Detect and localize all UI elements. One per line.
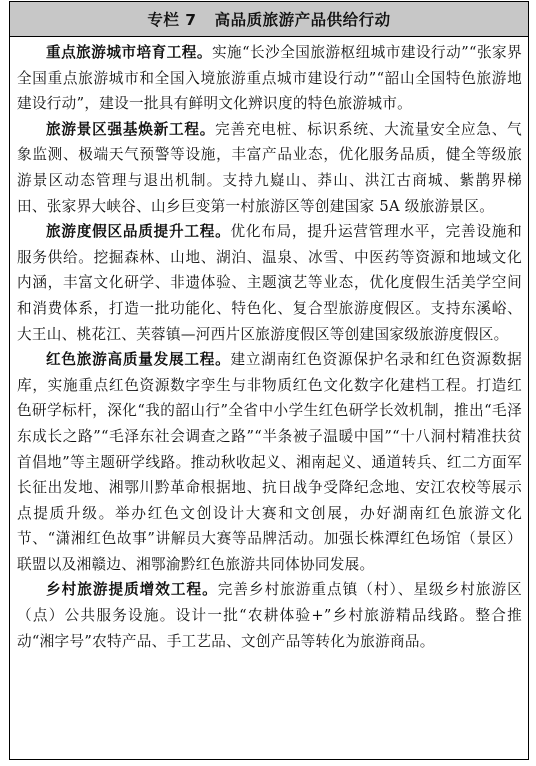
section-title: 旅游景区强基焕新工程。 bbox=[46, 120, 216, 138]
section-resort-quality bbox=[17, 219, 522, 347]
section-rural-tourism bbox=[17, 577, 522, 654]
section-red-tourism bbox=[17, 347, 522, 577]
column-header bbox=[10, 2, 528, 37]
section-text: 完善乡村旅游重点镇（村）、星级乡村旅游区（点）公共服务设施。设计一批“农耕体验+”乡村旅游精品线路。整合推动“湘字号”农特产品、手工艺品、文创产品等转化为旅游商品。 bbox=[17, 581, 522, 650]
section-title: 旅游度假区品质提升工程。 bbox=[46, 223, 231, 241]
column-box bbox=[9, 1, 529, 760]
section-title: 红色旅游高质量发展工程。 bbox=[46, 351, 231, 369]
column-label: 专栏 7 bbox=[147, 11, 197, 29]
section-text: 优化布局，提升运营管理水平，完善设施和服务供给。挖掘森林、山地、湖泊、温泉、冰雪、中医药等资源和地域文化内涵，丰富文化研学、非遗体验、主题演艺等业态，优化度假生活美学空间和消费体系，打造一批功能化、特色化、复合型旅游度假区。支持东溪峪、大王山、桃花江、芙蓉镇—河西片区旅游度假区等创建国家级旅游度假区。 bbox=[17, 223, 523, 343]
section-city-cultivation bbox=[17, 40, 522, 117]
section-title: 乡村旅游提质增效工程。 bbox=[46, 581, 218, 599]
section-text: 建立湖南红色资源保护名录和红色资源数据库，实施重点红色资源数字孪生与非物质红色文化数字化建档工程。打造红色研学标杆，深化“我的韶山行”全省中小学生红色研学长效机制，推出“毛泽东成长之路”“毛泽东社会调查之路”“半条被子温暖中国”“十八洞村精准扶贫首倡地”等主题研学线路。推动秋收起义、湘南起义、通道转兵、红二方面军长征出发地、湘鄂川黔革命根据地、抗日战争受降纪念地、安江农校等展示点提质升级。举办红色文创设计大赛和文创展，办好湖南红色旅游文化节、“潇湘红色故事”讲解员大赛等品牌活动。加强长株潭红色场馆（景区）联盟以及湘赣边、湘鄂渝黔红色旅游共同体协同发展。 bbox=[17, 351, 523, 573]
column-body bbox=[10, 37, 528, 654]
section-title: 重点旅游城市培育工程。 bbox=[46, 44, 212, 61]
section-scenic-upgrade bbox=[17, 117, 522, 219]
section-text: 实施“长沙全国旅游枢纽城市建设行动”“张家界全国重点旅游城市和全国入境旅游重点城市建设行动”“韶山全国特色旅游地建设行动”，建设一批具有鲜明文化辨识度的特色旅游城市。 bbox=[17, 44, 523, 113]
section-text: 完善充电桩、标识系统、大流量安全应急、气象监测、极端天气预警等设施，丰富产品业态，优化服务品质，健全等级旅游景区动态管理与退出机制。支持九嶷山、莽山、洪江古商城、紫鹊界梯田、张家界大峡谷、山乡巨变第一村旅游区等创建国家 5A 级旅游景区。 bbox=[17, 120, 522, 215]
column-title: 高品质旅游产品供给行动 bbox=[214, 11, 391, 29]
